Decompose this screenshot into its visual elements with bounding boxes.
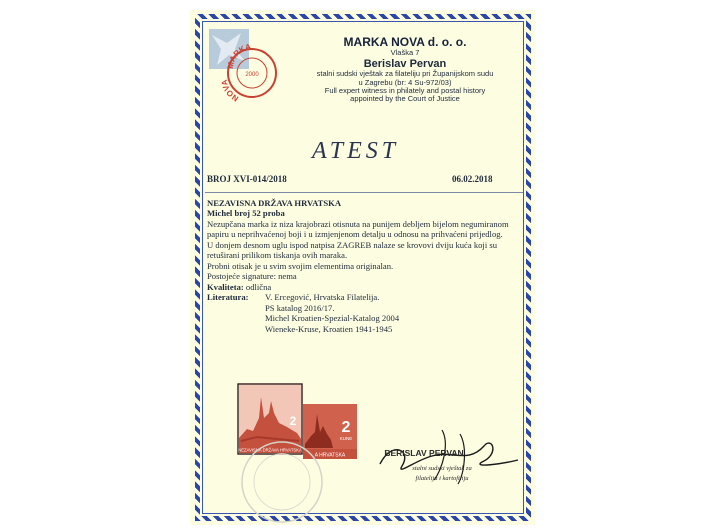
literature-item: PS katalog 2016/17. <box>265 302 335 313</box>
stamp-2-text: A HRVATSKA <box>314 452 346 459</box>
logo-arc-top: MARKA <box>225 42 252 70</box>
logo-arc-left: NOVA <box>219 78 241 102</box>
certificate-body <box>207 198 523 334</box>
expert-line-3: Full expert witness in philately and postal history <box>324 85 486 95</box>
certificate-number: BROJ XVI-014/2018 <box>207 174 287 184</box>
quality-value: odlična <box>245 281 272 292</box>
round-postmark <box>236 436 328 528</box>
retouch-paragraph: U donjem desnom uglu ispod natpisa ZAGREB nalaze se krovovi dviju kuća koji su retuširani prilikom tiskanja ovih maraka. <box>207 239 497 261</box>
country-heading: NEZAVISNA DRŽAVA HRVATSKA <box>207 198 342 208</box>
quality-label: Kvaliteta: <box>207 281 244 292</box>
literature-block <box>207 292 523 334</box>
stamp-1-value: 2 <box>289 414 297 428</box>
literature-item: Michel Kroatien-Spezial-Katalog 2004 <box>265 313 400 324</box>
divider <box>205 192 523 193</box>
logo-year: 2000 <box>245 72 259 78</box>
expert-signature-stamp <box>372 420 522 500</box>
signature-line-1: stalni sudski vještak za <box>412 465 472 472</box>
stamp-2-value: 2 <box>341 419 351 436</box>
literature-item: Wieneke-Kruse, Kroatien 1941-1945 <box>265 323 393 334</box>
letterhead <box>292 36 518 104</box>
expert-line-2: u Zagrebu (br: 4 Su-972/03) <box>358 77 452 87</box>
expert-line-1: stalni sudski vještak za filateliju pri Županijskom sudu <box>316 69 494 79</box>
originality-paragraph: Probni otisak je u svim svojim elementima originalan. <box>207 260 394 271</box>
literature-item: V. Ercegović, Hrvatska Filatelija. <box>265 292 380 303</box>
company-street: Vlaška 7 <box>390 48 420 58</box>
michel-number: Michel broj 52 proba <box>207 208 285 219</box>
stamp-1-text: NEZAVISNA DRŽAVA HRVATSKA <box>238 447 302 453</box>
certificate-title: ATEST <box>312 138 400 164</box>
signatures-paragraph: Postojeće signature: nema <box>207 271 297 282</box>
signature-line-2: filateliju i kartofiliju <box>415 475 469 482</box>
expert-line-4: appointed by the Court of Justice <box>350 94 460 104</box>
marka-nova-logo <box>207 27 282 102</box>
certificate-date: 06.02.2018 <box>452 174 493 184</box>
stamp-2-kune: KUNE <box>339 436 353 441</box>
quality-line <box>207 282 523 292</box>
signature-name: BERISLAV PERVAN <box>384 448 464 458</box>
company-name: MARKA NOVA d. o. o. <box>343 35 467 49</box>
expert-name: Berislav Pervan <box>363 57 447 70</box>
literature-label: Literatura: <box>207 292 249 303</box>
description-paragraph: Nezupčana marka iz niza krajobrazi otisnuta na punijem debljem bijelom negumiranom papiru u neprihvaćenoj boji i u izmjenjenom detalju u odnosu na prihvaćeni prijedlog. <box>207 218 509 240</box>
